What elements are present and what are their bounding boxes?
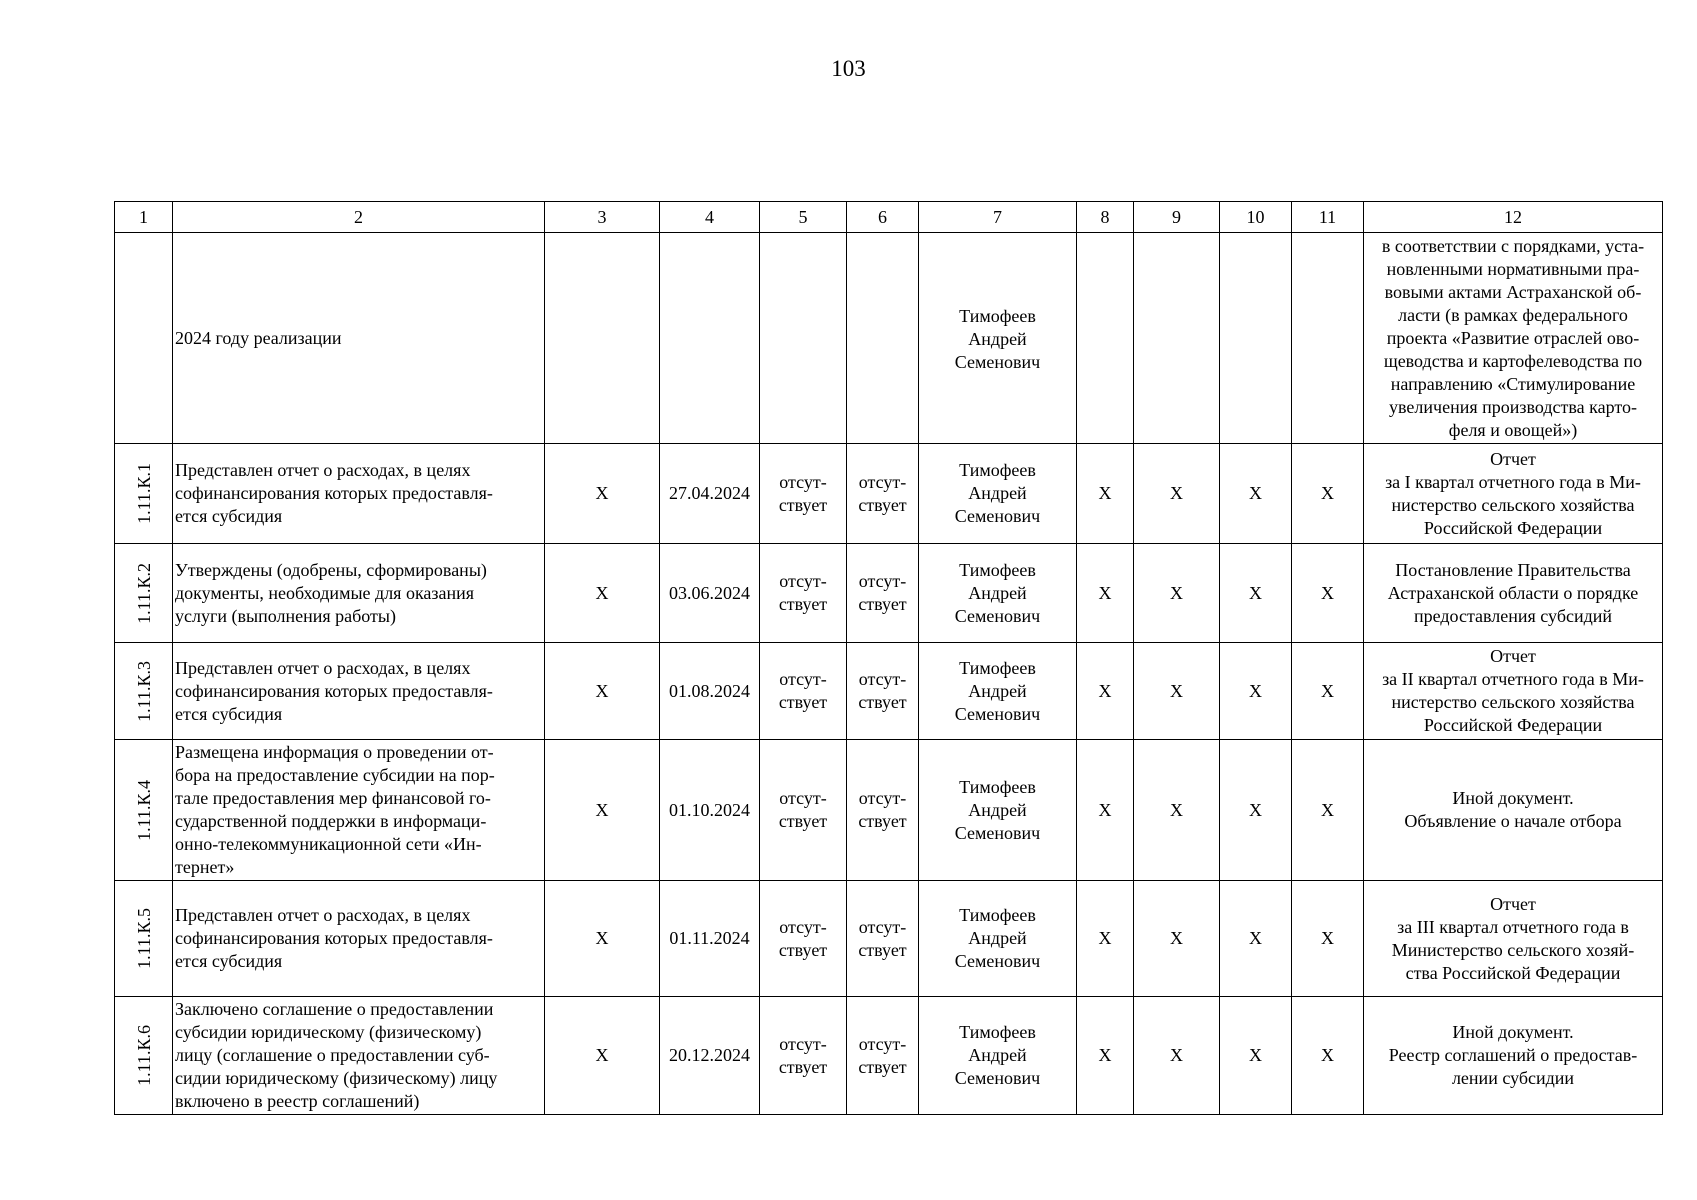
cell [545, 233, 660, 444]
document-line: нистерство сельского хозяйства [1391, 692, 1635, 712]
document-cell [1364, 544, 1663, 643]
table-row [115, 444, 1663, 544]
col3-cell: X [545, 444, 660, 544]
header-cell: 6 [847, 202, 919, 233]
col3-cell: X [545, 997, 660, 1115]
header-cell: 9 [1134, 202, 1220, 233]
header-cell: 10 [1220, 202, 1292, 233]
row-code: 1.11.К.3 [133, 660, 154, 722]
responsible-line: Андрей [968, 582, 1027, 603]
name-line: онно-телекоммуникационной сети «Ин- [175, 834, 482, 854]
name-line: ется субсидия [175, 506, 283, 526]
col5-cell [760, 881, 847, 997]
document-line: новленными нормативными пра- [1386, 258, 1640, 279]
document-line: ласти (в рамках федерального [1398, 304, 1628, 325]
col6-line: отсут- [858, 788, 907, 808]
col6-line: ствует [858, 494, 907, 515]
document-line: Отчет [1490, 646, 1536, 666]
responsible-line: Тимофеев [959, 460, 1036, 480]
table-row [115, 544, 1663, 643]
col11-cell: X [1292, 444, 1364, 544]
responsible-line: Андрей [968, 680, 1027, 701]
document-line: Министерство сельского хозяй- [1391, 939, 1635, 960]
row-code: 1.11.К.1 [133, 463, 154, 524]
col5-line: ствует [778, 811, 828, 831]
document-line: за II квартал отчетного года в Ми- [1382, 669, 1644, 689]
header-row [115, 202, 1663, 233]
name-line: Представлен отчет о расходах, в целях [175, 460, 471, 480]
col10-cell: X [1220, 881, 1292, 997]
col8-cell: X [1077, 881, 1134, 997]
name-line: тале предоставления мер финансовой го- [175, 788, 491, 808]
col5-line: отсут- [779, 916, 827, 937]
document-cell [1364, 233, 1663, 444]
responsible-cell [919, 740, 1077, 881]
name-line: ется субсидия [175, 703, 283, 724]
row-code: 1.11.К.6 [133, 1025, 154, 1086]
col3-cell: X [545, 544, 660, 643]
cell [847, 233, 919, 444]
cell [660, 233, 760, 444]
col8-cell: X [1077, 997, 1134, 1115]
name-line: Представлен отчет о расходах, в целях [175, 657, 471, 678]
document-line: в соответствии с порядками, уста- [1381, 235, 1645, 256]
col6-cell [847, 740, 919, 881]
table-row [115, 643, 1663, 740]
responsible-line: Семенович [954, 506, 1041, 526]
name-line: сударственной поддержки в информаци- [175, 811, 487, 831]
col8-cell: X [1077, 544, 1134, 643]
responsible-cell [919, 544, 1077, 643]
document-cell [1364, 997, 1663, 1115]
code-cell [115, 444, 173, 544]
document-line: Постановление Правительства [1395, 559, 1631, 580]
header-cell: 12 [1364, 202, 1663, 233]
code-cell [115, 544, 173, 643]
header-cell: 4 [660, 202, 760, 233]
col5-line: ствует [778, 594, 828, 614]
document-line: Иной документ. [1452, 788, 1574, 808]
cell [1077, 233, 1134, 444]
responsible-line: Андрей [968, 1045, 1027, 1065]
table-row [115, 740, 1663, 881]
responsible-cell [919, 997, 1077, 1115]
document-line: предоставления субсидий [1413, 605, 1613, 626]
col10-cell: X [1220, 544, 1292, 643]
date-cell: 01.08.2024 [660, 643, 760, 740]
code-cell [115, 740, 173, 881]
col9-cell: X [1134, 544, 1220, 643]
col5-line: отсут- [779, 471, 827, 492]
cell [1220, 233, 1292, 444]
name-line: софинансирования которых предоставля- [175, 680, 493, 701]
col8-cell: X [1077, 444, 1134, 544]
document-line: щеводства и картофелеводства по [1383, 350, 1643, 371]
continuation-row [115, 233, 1663, 444]
col6-cell [847, 881, 919, 997]
name-line: тернет» [175, 857, 235, 877]
header-cell: 1 [115, 202, 173, 233]
name-line: софинансирования которых предоставля- [175, 928, 493, 948]
document-line: за I квартал отчетного года в Ми- [1385, 471, 1641, 492]
col8-cell: X [1077, 643, 1134, 740]
document-cell [1364, 881, 1663, 997]
row-code: 1.11.К.2 [133, 562, 154, 624]
name-line: Заключено соглашение о предоставлении [175, 999, 494, 1019]
code-cell [115, 997, 173, 1115]
name-cell [173, 643, 545, 740]
document-line: направлению «Стимулирование [1390, 373, 1636, 394]
code-cell [115, 881, 173, 997]
col10-cell: X [1220, 444, 1292, 544]
header-cell: 2 [173, 202, 545, 233]
name-cell [173, 544, 545, 643]
col5-cell [760, 740, 847, 881]
col5-cell [760, 444, 847, 544]
responsible-cell [919, 643, 1077, 740]
col9-cell: X [1134, 740, 1220, 881]
responsible-line: Семенович [954, 605, 1041, 626]
row-code: 1.11.К.5 [133, 908, 154, 969]
responsible-cell [919, 233, 1077, 444]
document-line: Российской Федерации [1423, 715, 1603, 735]
col10-cell: X [1220, 997, 1292, 1115]
col8-cell: X [1077, 740, 1134, 881]
col6-line: ствует [858, 594, 907, 614]
date-cell: 01.10.2024 [660, 740, 760, 881]
row-code: 1.11.К.4 [133, 779, 154, 841]
responsible-line: Семенович [954, 822, 1041, 843]
col5-line: ствует [778, 692, 828, 712]
date-cell: 01.11.2024 [660, 881, 760, 997]
plan-table [114, 201, 1663, 1115]
responsible-cell [919, 444, 1077, 544]
col6-line: ствует [858, 811, 907, 831]
col5-line: отсут- [779, 788, 827, 808]
responsible-line: Семенович [954, 703, 1041, 724]
document-line: проекта «Развитие отраслей ово- [1386, 327, 1640, 348]
col6-line: отсут- [858, 471, 907, 492]
col6-line: ствует [858, 1056, 907, 1077]
document-line: Реестр соглашений о предостав- [1388, 1045, 1638, 1065]
header-cell: 3 [545, 202, 660, 233]
name-line: услуги (выполнения работы) [175, 605, 396, 626]
name-cell [173, 740, 545, 881]
document-line: Объявление о начале отбора [1404, 811, 1622, 831]
date-cell: 27.04.2024 [660, 444, 760, 544]
col5-cell [760, 643, 847, 740]
col6-line: отсут- [858, 571, 907, 591]
name-line: лицу (соглашение о предоставлении суб- [175, 1045, 490, 1065]
col6-line: ствует [858, 692, 907, 712]
document-line: Отчет [1490, 893, 1536, 914]
col6-cell [847, 643, 919, 740]
responsible-line: Андрей [968, 328, 1027, 349]
col3-cell: X [545, 740, 660, 881]
document-line: Астраханской области о порядке [1387, 582, 1639, 603]
col5-line: ствует [778, 1056, 828, 1077]
responsible-line: Андрей [968, 928, 1027, 948]
col11-cell: X [1292, 643, 1364, 740]
col9-cell: X [1134, 643, 1220, 740]
document-line: увеличения производства карто- [1389, 396, 1637, 417]
responsible-line: Тимофеев [959, 305, 1036, 326]
name-line: субсидии юридическому (физическому) [175, 1022, 482, 1042]
responsible-line: Семенович [954, 1068, 1041, 1088]
responsible-cell [919, 881, 1077, 997]
document-line: за III квартал отчетного года в [1397, 916, 1629, 937]
document-line: Отчет [1490, 448, 1536, 469]
name-line: Размещена информация о проведении от- [175, 742, 494, 762]
date-cell: 03.06.2024 [660, 544, 760, 643]
document-line: Иной документ. [1452, 1022, 1574, 1042]
name-line: включено в реестр соглашений) [175, 1091, 420, 1111]
col5-line: ствует [778, 494, 828, 515]
name-cell: 2024 году реализации [173, 233, 545, 444]
col6-line: ствует [858, 939, 907, 960]
header-cell: 11 [1292, 202, 1364, 233]
col10-cell: X [1220, 740, 1292, 881]
col5-line: отсут- [779, 571, 827, 591]
col5-cell [760, 544, 847, 643]
name-line: ется субсидия [175, 951, 283, 971]
name-cell [173, 881, 545, 997]
col6-cell [847, 444, 919, 544]
col6-line: отсут- [858, 916, 907, 937]
col6-cell [847, 997, 919, 1115]
col6-line: отсут- [858, 669, 907, 689]
cell [760, 233, 847, 444]
code-cell [115, 643, 173, 740]
col11-cell: X [1292, 881, 1364, 997]
document-line: Российской Федерации [1423, 517, 1603, 538]
header-cell: 5 [760, 202, 847, 233]
header-cell: 8 [1077, 202, 1134, 233]
document-cell [1364, 740, 1663, 881]
document-line: нистерство сельского хозяйства [1391, 494, 1635, 515]
document-line: вовыми актами Астраханской об- [1384, 281, 1642, 302]
responsible-line: Тимофеев [959, 559, 1036, 580]
table-row [115, 881, 1663, 997]
col5-line: ствует [778, 939, 828, 960]
document-line: лении субсидии [1451, 1068, 1575, 1088]
responsible-line: Андрей [968, 799, 1027, 820]
col10-cell: X [1220, 643, 1292, 740]
cell [1134, 233, 1220, 444]
responsible-line: Семенович [954, 951, 1041, 971]
col6-cell [847, 544, 919, 643]
document-cell [1364, 643, 1663, 740]
name-line: софинансирования которых предоставля- [175, 483, 493, 503]
name-cell [173, 997, 545, 1115]
document-cell [1364, 444, 1663, 544]
responsible-line: Тимофеев [959, 905, 1036, 925]
name-cell [173, 444, 545, 544]
table-row [115, 997, 1663, 1115]
col9-cell: X [1134, 444, 1220, 544]
col5-line: отсут- [779, 1033, 827, 1054]
document-line: феля и овощей») [1448, 419, 1578, 440]
responsible-line: Тимофеев [959, 1022, 1036, 1042]
col11-cell: X [1292, 544, 1364, 643]
responsible-line: Андрей [968, 483, 1027, 503]
date-cell: 20.12.2024 [660, 997, 760, 1115]
cell [1292, 233, 1364, 444]
name-line: сидии юридическому (физическому) лицу [175, 1068, 498, 1088]
responsible-line: Тимофеев [959, 657, 1036, 678]
document-line: ства Российской Федерации [1405, 962, 1621, 983]
header-cell: 7 [919, 202, 1077, 233]
name-line: Утверждены (одобрены, сформированы) [175, 559, 487, 580]
col6-line: отсут- [858, 1033, 907, 1054]
col9-cell: X [1134, 997, 1220, 1115]
col11-cell: X [1292, 740, 1364, 881]
col3-cell: X [545, 881, 660, 997]
col3-cell: X [545, 643, 660, 740]
responsible-line: Тимофеев [959, 776, 1036, 797]
col11-cell: X [1292, 997, 1364, 1115]
col5-line: отсут- [779, 669, 827, 689]
name-line: бора на предоставление субсидии на пор- [175, 765, 495, 785]
page-number: 103 [831, 56, 866, 81]
code-cell [115, 233, 173, 444]
name-line: документы, необходимые для оказания [175, 582, 475, 603]
responsible-line: Семенович [954, 351, 1041, 372]
col5-cell [760, 997, 847, 1115]
name-line: Представлен отчет о расходах, в целях [175, 905, 471, 925]
col9-cell: X [1134, 881, 1220, 997]
